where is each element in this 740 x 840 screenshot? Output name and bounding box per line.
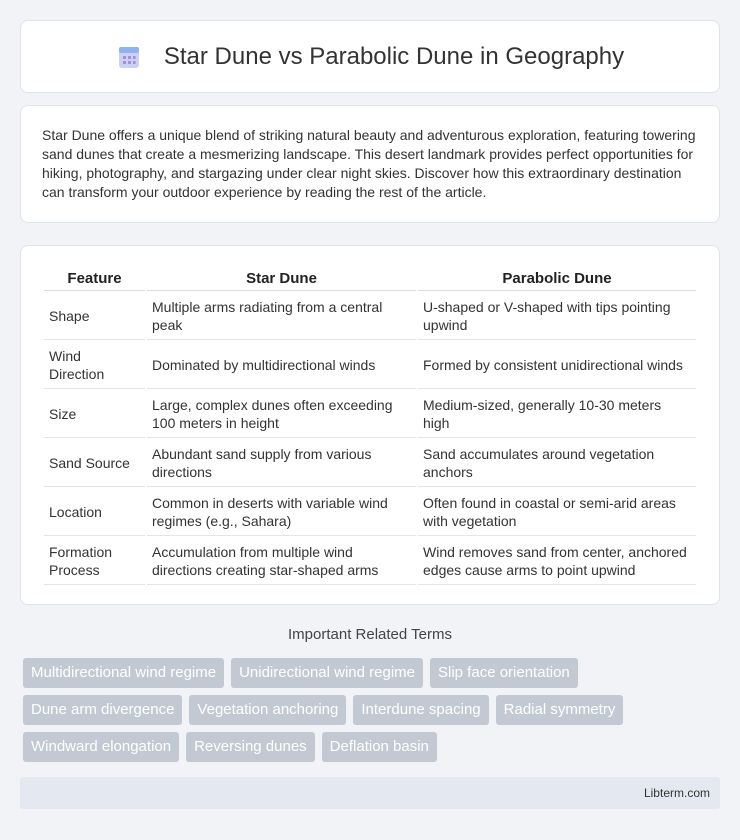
related-term-tag[interactable]: Windward elongation [23, 732, 179, 762]
row-parabolic-dune: Medium-sized, generally 10-30 meters high [418, 391, 696, 438]
related-term-tag[interactable]: Multidirectional wind regime [23, 658, 224, 688]
intro-text: Star Dune offers a unique blend of striking natural beauty and adventurous exploration, featuring towering sand dunes that create a mesmerizing landscape. This desert landmark provides perfect opportunities for hiking, photography, and stargazing under clear night skies. Discover how this extraordinary destination can transform your outdoor experience by reading the rest of the article. [42, 127, 696, 200]
table-row [44, 538, 696, 585]
header-star-dune: Star Dune [147, 266, 416, 291]
row-star-dune: Common in deserts with variable wind regimes (e.g., Sahara) [147, 489, 416, 536]
row-feature: Location [44, 489, 145, 536]
comparison-table [42, 264, 698, 587]
related-terms-title: Important Related Terms [288, 626, 452, 643]
comparison-table-card [20, 245, 720, 605]
related-term-tag[interactable]: Deflation basin [322, 732, 437, 762]
table-row [44, 391, 696, 438]
header-feature: Feature [44, 266, 145, 291]
table-row [44, 293, 696, 340]
row-feature: Formation Process [44, 538, 145, 585]
header-parabolic-dune: Parabolic Dune [418, 266, 696, 291]
row-parabolic-dune: Wind removes sand from center, anchored edges cause arms to point upwind [418, 538, 696, 585]
table-row [44, 440, 696, 487]
related-term-tag[interactable]: Interdune spacing [353, 695, 488, 725]
row-star-dune: Accumulation from multiple wind directions creating star-shaped arms [147, 538, 416, 585]
row-parabolic-dune: Formed by consistent unidirectional winds [418, 342, 696, 389]
related-term-tag[interactable]: Unidirectional wind regime [231, 658, 423, 688]
document-icon [116, 44, 142, 70]
related-term-tag[interactable]: Reversing dunes [186, 732, 315, 762]
table-row [44, 342, 696, 389]
row-parabolic-dune: U-shaped or V-shaped with tips pointing upwind [418, 293, 696, 340]
page-title: Star Dune vs Parabolic Dune in Geography [163, 42, 625, 70]
row-feature: Sand Source [44, 440, 145, 487]
related-term-tag[interactable]: Radial symmetry [496, 695, 624, 725]
row-feature: Shape [44, 293, 145, 340]
related-term-tag[interactable]: Vegetation anchoring [189, 695, 346, 725]
row-star-dune: Multiple arms radiating from a central peak [147, 293, 416, 340]
row-parabolic-dune: Often found in coastal or semi-arid areas with vegetation [418, 489, 696, 536]
row-feature: Wind Direction [44, 342, 145, 389]
row-star-dune: Abundant sand supply from various directions [147, 440, 416, 487]
related-term-tag[interactable]: Slip face orientation [430, 658, 578, 688]
row-parabolic-dune: Sand accumulates around vegetation anchors [418, 440, 696, 487]
footer-site-link[interactable]: Libterm.com [643, 786, 710, 800]
table-header-row [44, 266, 696, 291]
intro-card [20, 105, 720, 223]
related-term-tag[interactable]: Dune arm divergence [23, 695, 182, 725]
related-terms-list [23, 658, 703, 769]
title-card [20, 20, 720, 93]
footer [20, 777, 720, 809]
row-feature: Size [44, 391, 145, 438]
table-row [44, 489, 696, 536]
row-star-dune: Dominated by multidirectional winds [147, 342, 416, 389]
row-star-dune: Large, complex dunes often exceeding 100 meters in height [147, 391, 416, 438]
